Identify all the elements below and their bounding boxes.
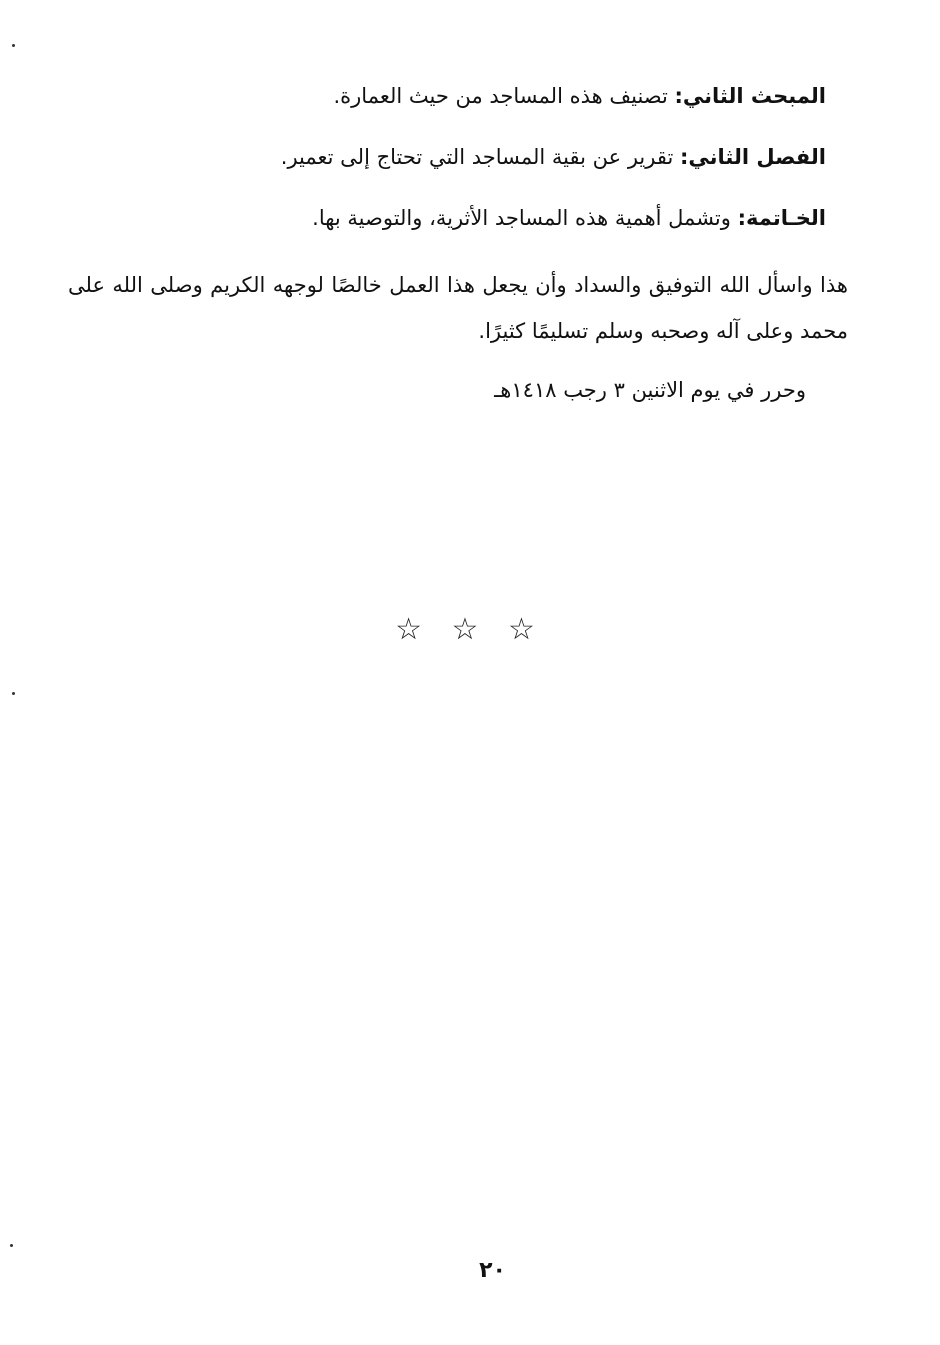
section-line-chapter2-part2 xyxy=(333,78,826,114)
section-label: المبحث الثاني: xyxy=(674,84,826,108)
section-label: الفصل الثاني: xyxy=(679,145,826,169)
scan-speck xyxy=(10,1244,13,1247)
closing-paragraph: هذا واسأل الله التوفيق والسداد وأن يجعل هذا العمل خالصًا لوجهه الكريم وصلى الله على محمد وعلى آله وصحبه وسلم تسليمًا كثيرًا. xyxy=(68,273,848,343)
page-number: ٢٠ xyxy=(479,1258,506,1283)
section-label: الخـاتمة: xyxy=(737,206,826,230)
scan-speck xyxy=(12,692,15,695)
section-text: تقرير عن بقية المساجد التي تحتاج إلى تعمير. xyxy=(280,145,680,169)
section-line-conclusion xyxy=(312,200,826,236)
section-text: وتشمل أهمية هذه المساجد الأثرية، والتوصية بها. xyxy=(312,206,738,230)
dateline: وحرر في يوم الاثنين ٣ رجب ١٤١٨هـ xyxy=(494,378,806,402)
section-line-chapter2 xyxy=(281,139,826,175)
scan-speck xyxy=(12,44,15,47)
section-text: تصنيف هذه المساجد من حيث العمارة. xyxy=(333,84,675,108)
star-separator: ☆ ☆ ☆ xyxy=(395,612,545,647)
